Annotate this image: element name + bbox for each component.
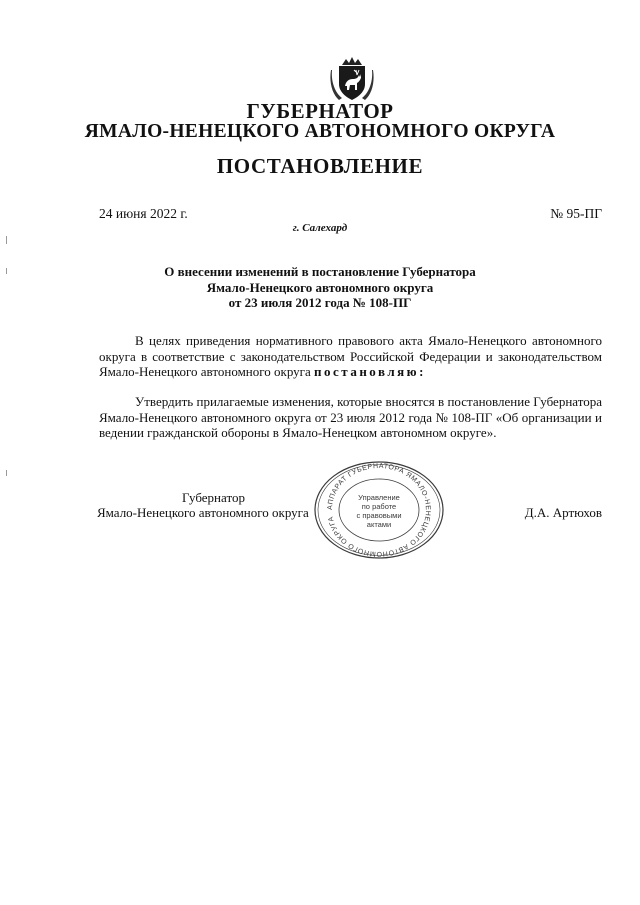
scan-margin-mark xyxy=(6,268,7,274)
stamp-center-line: по работе xyxy=(361,502,397,511)
resolution-text: Утвердить прилагаемые изменения, которые вносятся в постановление Губернатора Ямало-Ненецкого автономного округа от 23 июля 2012 года № 108-ПГ «Об организации и ведении гражданской обороны в Ямало-Ненецком автономном округе». xyxy=(99,394,602,440)
resolution-paragraph xyxy=(99,394,602,441)
signatory-title: Губернатор xyxy=(182,490,245,505)
document-type: ПОСТАНОВЛЕНИЕ xyxy=(216,154,424,178)
official-stamp xyxy=(312,459,446,561)
subject-line: Ямало-Ненецкого автономного округа xyxy=(206,279,434,295)
subject-line: от 23 июля 2012 года № 108-ПГ xyxy=(228,295,412,310)
stamp-center-line: актами xyxy=(366,520,392,529)
document-city: г. Салехард xyxy=(292,222,348,234)
issuer-region: ЯМАЛО-НЕНЕЦКОГО АВТОНОМНОГО ОКРУГА xyxy=(84,121,556,142)
coat-of-arms-icon xyxy=(330,56,374,102)
signatory-name: Д.А. Артюхов xyxy=(524,505,602,520)
signatory-region: Ямало-Ненецкого автономного округа xyxy=(97,505,309,520)
scan-margin-mark xyxy=(6,470,7,476)
document-number: № 95-ПГ xyxy=(550,206,602,221)
document-subject xyxy=(0,264,640,311)
subject-line: О внесении изменений в постановление Губернатора xyxy=(164,264,476,279)
resolve-keyword: постановляю: xyxy=(314,364,426,379)
document-date: 24 июня 2022 г. xyxy=(99,206,188,221)
stamp-ring-text: АППАРАТ ГУБЕРНАТОРА ЯМАЛО-НЕНЕЦКОГО АВТОНОМНОГО ОКРУГА xyxy=(326,462,432,558)
scan-margin-mark xyxy=(6,236,7,244)
preamble-paragraph xyxy=(99,333,602,380)
issuer-title: ГУБЕРНАТОР xyxy=(246,99,394,123)
stamp-center-line: с правовыми xyxy=(356,511,402,520)
preamble-text: В целях приведения нормативного правового акта Ямало-Ненецкого автономного округа в соответствие с законодательством Российской Федерации и законодательством Ямало-Ненецкого автономного округа xyxy=(99,333,602,379)
stamp-center-line: Управление xyxy=(358,493,400,502)
